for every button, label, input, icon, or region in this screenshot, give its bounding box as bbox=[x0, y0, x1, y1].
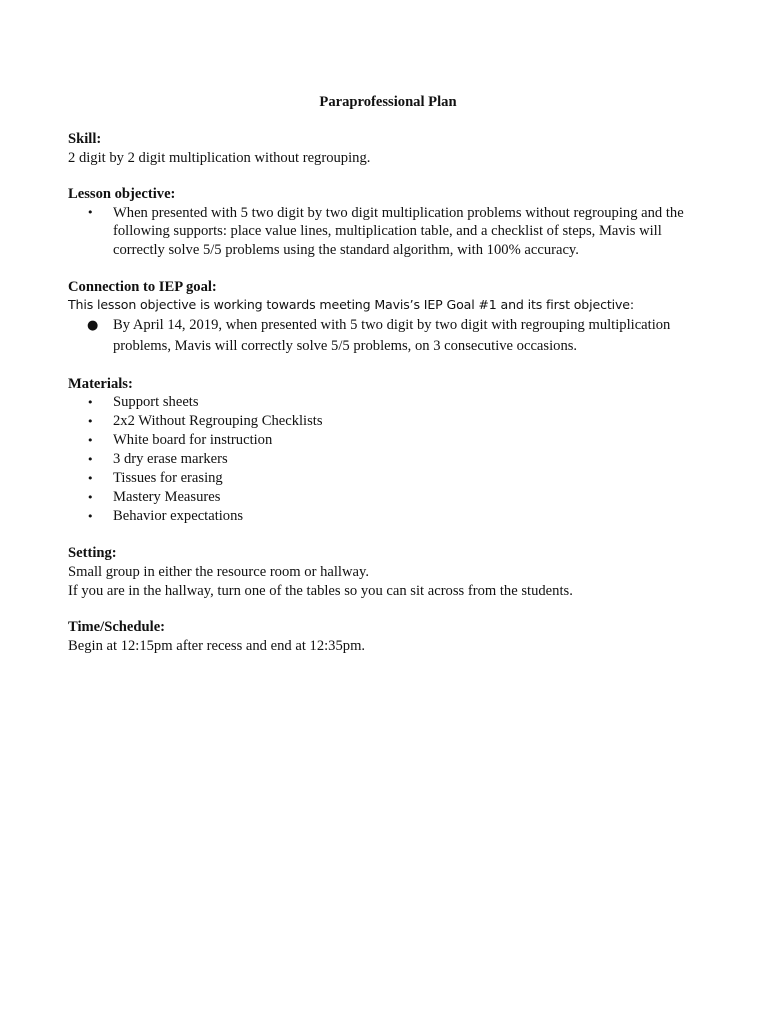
bullet-icon: • bbox=[87, 205, 94, 219]
setting-line: If you are in the hallway, turn one of the tables so you can sit across from the students. bbox=[68, 582, 573, 599]
iep-goal-text: By April 14, 2019, when presented with 5 two digit by two digit with regrouping multiplication problems, Mavis will correctly solve 5/5 problems, on 3 consecutive occasions. bbox=[113, 316, 671, 354]
bullet-icon: • bbox=[87, 472, 94, 486]
iep-goal-heading: Connection to IEP goal: bbox=[68, 278, 217, 295]
material-item: White board for instruction bbox=[113, 432, 273, 449]
material-item: Behavior expectations bbox=[113, 508, 244, 525]
skill-text: 2 digit by 2 digit multiplication without regrouping. bbox=[68, 149, 371, 166]
schedule-section bbox=[68, 618, 708, 655]
schedule-heading: Time/Schedule: bbox=[68, 619, 166, 636]
skill-heading: Skill: bbox=[68, 131, 102, 147]
material-item: 3 dry erase markers bbox=[113, 451, 228, 468]
material-item: Mastery Measures bbox=[113, 489, 221, 506]
lesson-objective-heading: Lesson objective: bbox=[68, 186, 176, 203]
bullet-icon: • bbox=[87, 491, 94, 505]
schedule-text: Begin at 12:15pm after recess and end at 12:35pm. bbox=[68, 637, 366, 654]
materials-list bbox=[68, 393, 708, 526]
list-item bbox=[68, 507, 708, 526]
list-item bbox=[68, 204, 708, 260]
list-item bbox=[68, 450, 708, 469]
bullet-icon: • bbox=[87, 434, 94, 448]
list-item bbox=[68, 431, 708, 450]
list-item bbox=[68, 315, 708, 357]
skill-section bbox=[68, 130, 708, 167]
iep-goal-section bbox=[68, 278, 708, 357]
bullet-icon: • bbox=[87, 396, 94, 410]
bullet-icon: • bbox=[87, 453, 94, 467]
materials-heading: Materials: bbox=[68, 375, 133, 392]
setting-heading: Setting: bbox=[68, 545, 117, 562]
bullet-icon: ● bbox=[87, 317, 99, 333]
lesson-objective-list bbox=[68, 204, 708, 260]
lesson-objective-text: When presented with 5 two digit by two digit multiplication problems without regrouping and the following supports: place value lines, multiplication table, and a checklist of steps, Mavis will correctly solve 5/5 problems using the standard algorithm, with 100% accuracy. bbox=[113, 204, 684, 258]
list-item bbox=[68, 393, 708, 412]
setting-line: Small group in either the resource room or hallway. bbox=[68, 563, 369, 580]
list-item bbox=[68, 469, 708, 488]
material-item: 2x2 Without Regrouping Checklists bbox=[113, 413, 323, 430]
list-item bbox=[68, 488, 708, 507]
bullet-icon: • bbox=[87, 415, 94, 429]
setting-section bbox=[68, 544, 708, 600]
iep-goal-list bbox=[68, 315, 708, 357]
material-item: Support sheets bbox=[113, 394, 199, 411]
material-item: Tissues for erasing bbox=[113, 470, 223, 487]
lesson-objective-section bbox=[68, 185, 708, 259]
iep-goal-intro: This lesson objective is working towards meeting Mavis’s IEP Goal #1 and its first objective: bbox=[68, 297, 634, 313]
document-title: Paraprofessional Plan bbox=[319, 94, 457, 110]
document-page bbox=[68, 92, 708, 673]
list-item bbox=[68, 412, 708, 431]
bullet-icon: • bbox=[87, 510, 94, 524]
materials-section bbox=[68, 375, 708, 527]
